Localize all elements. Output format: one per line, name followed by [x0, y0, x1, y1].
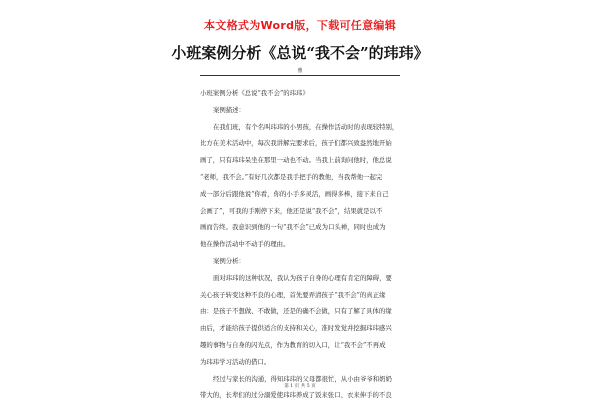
header-divider [200, 75, 400, 76]
text-line: “老师，我不会。”有好几次都是我手把手的教他，当我帮他一起完 [200, 172, 383, 181]
text-line: 在我们班，有个名叫玮玮的小男孩，在操作活动时的表现较特别， [213, 122, 399, 131]
text-line: 成一部分后跟他说“你看，你的小手多灵活，画得多棒，接下来自己 [200, 189, 389, 198]
text-line: 画而告终。我意识到他的一句“我不会”已成为口头禅，同时也成为 [200, 223, 386, 232]
text-line: 比方在美术活动中，每次我讲解完要求后，孩子们都兴致盎然地开始 [200, 139, 392, 148]
text-line: 关心孩子转变这种不良的心理，首先要弄清孩子“我不会”的真正缘 [200, 290, 386, 299]
text-line: 经过与家长的沟通，得知玮玮的父母都很忙，从小由爷爷和奶奶 [213, 374, 392, 383]
text-line: 案例描述： [213, 105, 245, 114]
text-line: 为玮玮学习活动的借口。 [200, 357, 271, 366]
page-title: 小班案例分析《总说“我不会”的玮玮》 [171, 44, 429, 62]
body-text [200, 85, 400, 404]
text-line: 他在操作活动中不动手的理由。 [200, 240, 290, 249]
text-line: 由：是孩子不想做、不敢做，还是的确不会做，只有了解了具体的缘 [200, 307, 392, 316]
text-line: 小班案例分析《总说“我不会”的玮玮》 [200, 89, 309, 97]
word-format-notice: 本文格式为Word版，下载可任意编辑 [204, 19, 396, 32]
text-line: 带大的，长辈们的过分溺爱使玮玮养成了饭来张口、衣来伸手的不良 [200, 391, 392, 400]
text-line: 会画了”，可我的手刚停下来，他还是说“我不会”，结果就是以不 [200, 206, 383, 215]
text-line: 画了，只有玮玮呆坐在那里一动也不动。当我上前询问他时，他总说 [200, 156, 392, 165]
header-mark: 雅 [297, 68, 303, 74]
text-line: 趣的事物与自身的闪光点，作为教育的切入口，让“我不会”不再成 [200, 340, 386, 349]
text-line: 由后，才能给孩子提供适合的支持和关心，准时发觉并挖掘玮玮感兴 [200, 324, 392, 333]
text-line: 面对玮玮的这种状况，我认为孩子自身的心理有肯定的障碍，要 [213, 273, 392, 282]
page-footer: 第 1 页 共 5 页 [284, 384, 316, 389]
text-line: 案例分析： [213, 256, 245, 265]
